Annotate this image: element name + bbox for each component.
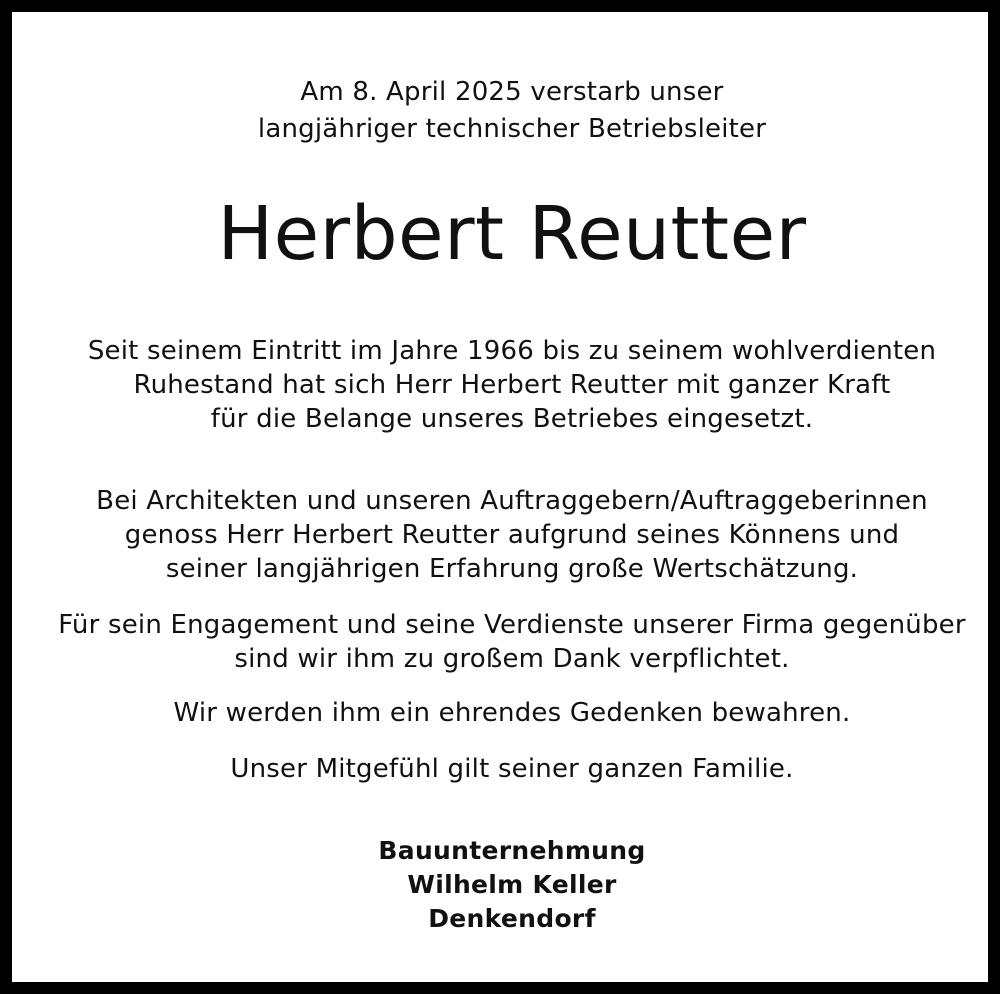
signature-location: Denkendorf [428,904,596,933]
intro-line-1: Am 8. April 2025 verstarb unser [300,77,724,107]
paragraph-3-line-2: sind wir ihm zu großem Dank verpflichtet. [234,644,790,674]
paragraph-1-line-3: für die Belange unseres Betriebes eingesetzt. [210,404,814,434]
paragraph-2-line-2: genoss Herr Herbert Reutter aufgrund seines Könnens und [124,520,900,550]
paragraph-2-line-3: seiner langjährigen Erfahrung große Wertschätzung. [165,554,859,584]
paragraph-2-line-1: Bei Architekten und unseren Auftraggebern/Auftraggeberinnen [96,486,928,516]
paragraph-1-line-2: Ruhestand hat sich Herr Herbert Reutter mit ganzer Kraft [133,370,891,400]
signature-company: Bauunternehmung [378,836,646,865]
intro-line-2: langjähriger technischer Betriebsleiter [257,114,767,144]
deceased-name: Herbert Reutter [217,191,807,277]
paragraph-5: Unser Mitgefühl gilt seiner ganzen Familie. [230,754,794,784]
paragraph-4: Wir werden ihm ein ehrendes Gedenken bewahren. [173,698,851,728]
paragraph-3-line-1: Für sein Engagement und seine Verdienste unserer Firma gegenüber [58,610,966,640]
paragraph-1-line-1: Seit seinem Eintritt im Jahre 1966 bis zu seinem wohlverdienten [87,336,937,366]
signature-owner: Wilhelm Keller [407,870,617,899]
